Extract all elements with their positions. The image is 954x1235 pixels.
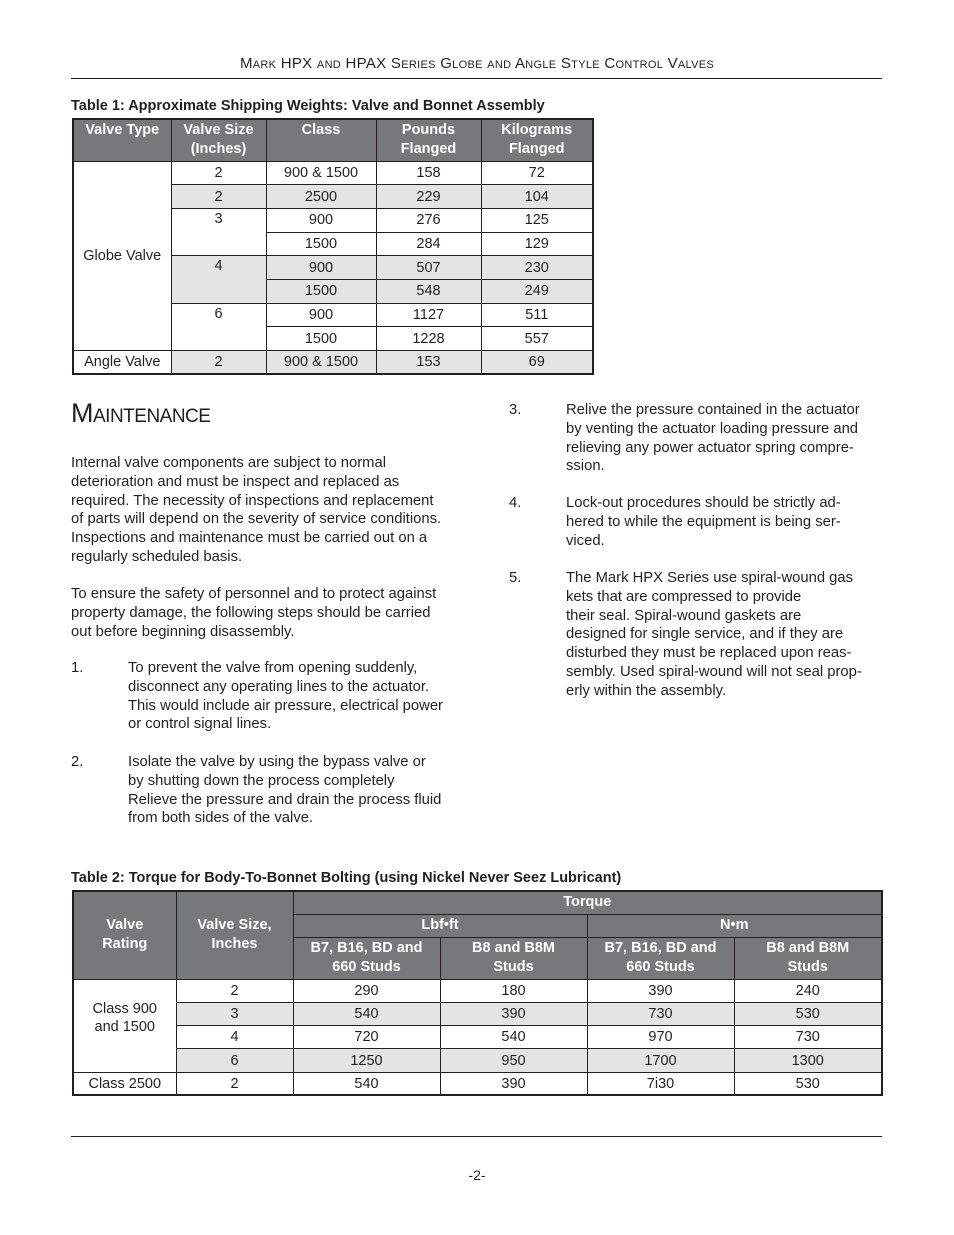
step-5-text: The Mark HPX Series use spiral-wound gas kets that are compressed to provide their seal. Spiral-wound gaskets are designed for single service, and if they are disturbed they must be replaced upon reas- sembly. Used spiral-wound will not seal prop- erly within the assembly.	[566, 570, 862, 699]
header-divider	[71, 78, 882, 79]
pounds-cell: 276	[376, 208, 481, 232]
pounds-cell: 1228	[376, 327, 481, 351]
step-4-number: 4.	[509, 495, 522, 511]
header-nm: N•m	[587, 914, 882, 937]
pounds-cell: 548	[376, 279, 481, 303]
safety-paragraph: To ensure the safety of personnel and to protect against property damage, the following steps should be carried out before beginning disassembly.	[71, 586, 437, 640]
table2-caption: Table 2: Torque for Body-To-Bonnet Bolting (using Nickel Never Seez Lubricant)	[71, 870, 622, 886]
kilograms-cell: 249	[481, 279, 593, 303]
step-1-text: To prevent the valve from opening suddenly, disconnect any operating lines to the actuator. This would include air pressure, electrical power or control signal lines.	[128, 660, 443, 733]
header-torque: Torque	[293, 891, 882, 914]
class-cell: 1500	[266, 279, 376, 303]
torque-cell: 540	[293, 1002, 440, 1025]
header-pounds-flanged: Pounds Flanged	[376, 119, 481, 161]
table-row	[73, 1049, 882, 1072]
document-header-title: Mark HPX and HPAX Series Globe and Angle Style Control Valves	[239, 55, 715, 72]
torque-cell: 950	[440, 1049, 587, 1072]
pounds-cell: 158	[376, 161, 481, 185]
step-4-text: Lock-out procedures should be strictly ad- hered to while the equipment is being ser- viced.	[566, 495, 841, 549]
step-3-number: 3.	[509, 402, 522, 418]
size-cell: 6	[176, 1049, 293, 1072]
step-5-number: 5.	[509, 570, 522, 586]
pounds-cell: 284	[376, 232, 481, 256]
kilograms-cell: 557	[481, 327, 593, 351]
size-cell: 2	[171, 351, 266, 375]
torque-cell: 390	[440, 1002, 587, 1025]
header-valve-size: Valve Size, Inches	[176, 891, 293, 979]
table-row	[73, 979, 882, 1002]
pounds-cell: 229	[376, 185, 481, 209]
torque-cell: 730	[734, 1026, 882, 1049]
torque-table	[72, 890, 883, 1096]
header-valve-rating: Valve Rating	[73, 891, 176, 979]
torque-cell: 730	[587, 1002, 734, 1025]
kilograms-cell: 125	[481, 208, 593, 232]
size-cell: 2	[171, 161, 266, 185]
torque-cell: 290	[293, 979, 440, 1002]
torque-cell: 180	[440, 979, 587, 1002]
size-cell: 4	[171, 256, 266, 303]
class-2500-label: Class 2500	[73, 1072, 176, 1095]
torque-cell: 720	[293, 1026, 440, 1049]
class-cell: 900 & 1500	[266, 161, 376, 185]
kilograms-cell: 511	[481, 303, 593, 327]
size-cell: 2	[176, 1072, 293, 1095]
torque-cell: 1250	[293, 1049, 440, 1072]
header-nm-b8-studs: B8 and B8M Studs	[734, 937, 882, 979]
kilograms-cell: 72	[481, 161, 593, 185]
table-row	[73, 351, 593, 375]
header-class: Class	[266, 119, 376, 161]
footer-divider	[71, 1136, 882, 1137]
table-row	[73, 1072, 882, 1095]
torque-cell: 390	[440, 1072, 587, 1095]
torque-cell: 390	[587, 979, 734, 1002]
globe-valve-label: Globe Valve	[73, 161, 171, 351]
header-kilograms-flanged: Kilograms Flanged	[481, 119, 593, 161]
angle-valve-label: Angle Valve	[73, 351, 171, 375]
table-row	[73, 1002, 882, 1025]
table1-caption: Table 1: Approximate Shipping Weights: Valve and Bonnet Assembly	[71, 98, 545, 114]
size-cell: 3	[171, 208, 266, 255]
torque-cell: 240	[734, 979, 882, 1002]
torque-cell: 970	[587, 1026, 734, 1049]
size-cell: 3	[176, 1002, 293, 1025]
class-cell: 2500	[266, 185, 376, 209]
step-2-text: Isolate the valve by using the bypass valve or by shutting down the process completely Relieve the pressure and drain the process fluid from both sides of the valve.	[128, 754, 442, 827]
torque-cell: 1300	[734, 1049, 882, 1072]
kilograms-cell: 129	[481, 232, 593, 256]
table-row	[73, 161, 593, 185]
step-2-number: 2.	[71, 754, 84, 770]
torque-cell: 540	[293, 1072, 440, 1095]
step-3-text: Relive the pressure contained in the actuator by venting the actuator loading pressure and relieving any power actuator spring compre- ssion.	[566, 402, 860, 475]
pounds-cell: 153	[376, 351, 481, 375]
kilograms-cell: 230	[481, 256, 593, 280]
class-cell: 900	[266, 256, 376, 280]
class-cell: 900	[266, 303, 376, 327]
kilograms-cell: 104	[481, 185, 593, 209]
class-cell: 1500	[266, 327, 376, 351]
torque-cell: 540	[440, 1026, 587, 1049]
pounds-cell: 507	[376, 256, 481, 280]
torque-cell: 7i30	[587, 1072, 734, 1095]
maintenance-heading: Maintenance	[71, 398, 211, 428]
class-cell: 900 & 1500	[266, 351, 376, 375]
maintenance-intro-paragraph: Internal valve components are subject to normal deterioration and must be inspect and replaced as required. The necessity of inspections and replacement of parts will depend on the severity of service conditions. Inspections and maintenance must be carried out on a regularly scheduled basis.	[71, 455, 442, 565]
size-cell: 4	[176, 1026, 293, 1049]
shipping-weights-table	[72, 118, 594, 375]
header-lbf-b7-studs: B7, B16, BD and 660 Studs	[293, 937, 440, 979]
torque-cell: 1700	[587, 1049, 734, 1072]
header-valve-type: Valve Type	[73, 119, 171, 161]
torque-cell: 530	[734, 1072, 882, 1095]
class-cell: 1500	[266, 232, 376, 256]
header-lbf-ft: Lbf•ft	[293, 914, 587, 937]
torque-cell: 530	[734, 1002, 882, 1025]
class-cell: 900	[266, 208, 376, 232]
size-cell: 6	[171, 303, 266, 350]
header-lbf-b8-studs: B8 and B8M Studs	[440, 937, 587, 979]
class-900-1500-label: Class 900 and 1500	[73, 979, 176, 1072]
step-1-number: 1.	[71, 660, 84, 676]
header-valve-size: Valve Size (Inches)	[171, 119, 266, 161]
table-row	[73, 1026, 882, 1049]
kilograms-cell: 69	[481, 351, 593, 375]
header-nm-b7-studs: B7, B16, BD and 660 Studs	[587, 937, 734, 979]
pounds-cell: 1127	[376, 303, 481, 327]
page-number: -2-	[468, 1167, 486, 1183]
size-cell: 2	[171, 185, 266, 209]
size-cell: 2	[176, 979, 293, 1002]
